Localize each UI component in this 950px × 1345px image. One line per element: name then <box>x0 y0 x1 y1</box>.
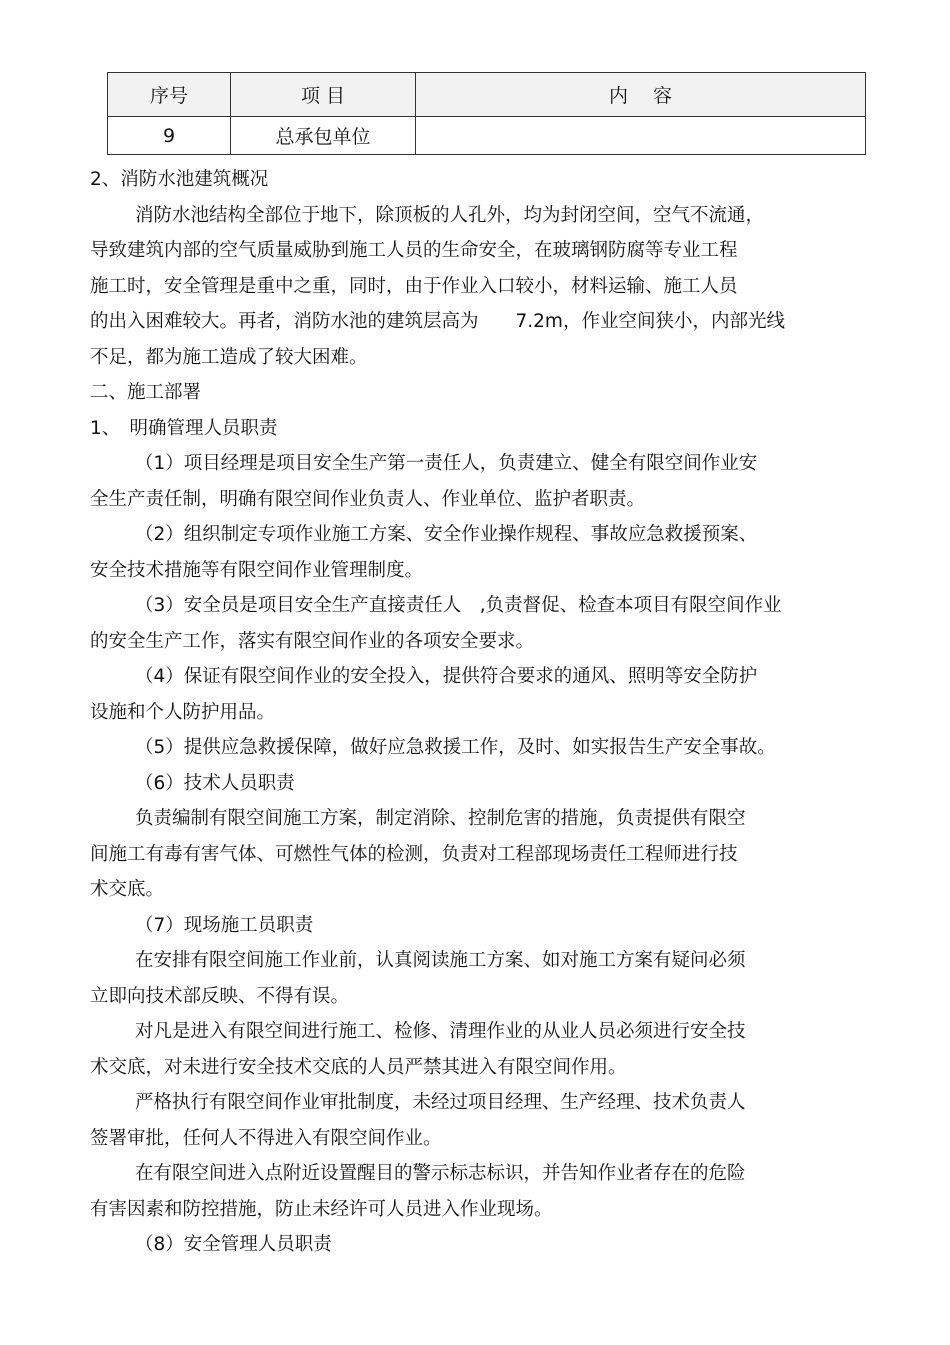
text-line: （4）保证有限空间作业的安全投入，提供符合要求的通风、照明等安全防护 <box>135 666 758 687</box>
text-line: 术交底。 <box>90 879 165 900</box>
text-line: 严格执行有限空间作业审批制度，未经过项目经理、生产经理、技术负责人 <box>135 1092 746 1113</box>
text-line: 消防水池结构全部位于地下，除顶板的人孔外，均为封闭空间，空气不流通， <box>135 204 765 226</box>
text-line: 二、施工部署 <box>90 382 202 403</box>
text-line: 术交底，对未进行安全技术交底的人员严禁其进入有限空间作用。 <box>90 1056 627 1078</box>
text-line: 施工时，安全管理是重中之重，同时，由于作业入口较小，材料运输、施工人员 <box>90 275 738 297</box>
text-line: （6）技术人员职责 <box>135 772 295 794</box>
text-line: 导致建筑内部的空气质量威胁到施工人员的生命安全，在玻璃钢防腐等专业工程 <box>90 240 738 261</box>
text-line: 有害因素和防控措施，防止未经许可人员进入作业现场。 <box>90 1198 553 1220</box>
info-table <box>107 72 866 155</box>
text-line: 2、消防水池建筑概况 <box>90 169 269 190</box>
text-line: 签署审批，任何人不得进入有限空间作业。 <box>90 1127 442 1149</box>
cell-content <box>416 117 866 155</box>
cell-item: 总承包单位 <box>231 117 416 155</box>
text-line: 对凡是进入有限空间进行施工、检修、清理作业的从业人员必须进行安全技 <box>135 1021 746 1042</box>
cell-seq: 9 <box>108 117 231 155</box>
text-line: 的安全生产工作，落实有限空间作业的各项安全要求。 <box>90 630 535 652</box>
table-row <box>108 117 866 155</box>
text-line: 不足，都为施工造成了较大困难。 <box>90 346 368 368</box>
text-line: （8）安全管理人员职责 <box>135 1234 332 1255</box>
text-line: （5）提供应急救援保障，做好应急救援工作，及时、如实报告生产安全事故。 <box>135 737 776 758</box>
header-item: 项 目 <box>231 73 416 117</box>
text-line: 在有限空间进入点附近设置醒目的警示标志标识，并告知作业者存在的危险 <box>135 1163 746 1184</box>
text-line: 的出入困难较大。再者，消防水池的建筑层高为 7.2m，作业空间狭小，内部光线 <box>90 311 785 332</box>
text-line: 1、 明确管理人员职责 <box>90 417 278 439</box>
text-line: 安全技术措施等有限空间作业管理制度。 <box>90 559 424 581</box>
table-header-row <box>108 73 866 117</box>
text-line: 间施工有毒有害气体、可燃性气体的检测，负责对工程部现场责任工程师进行技 <box>90 843 738 865</box>
text-line: 设施和个人防护用品。 <box>90 701 276 723</box>
text-line: （2）组织制定专项作业施工方案、安全作业操作规程、事故应急救援预案、 <box>135 524 758 545</box>
text-line: 全生产责任制，明确有限空间作业负责人、作业单位、监护者职责。 <box>90 488 646 510</box>
text-line: 在安排有限空间施工作业前，认真阅读施工方案、如对施工方案有疑问必须 <box>135 950 746 971</box>
text-line: （3）安全员是项目安全生产直接责任人 ,负责督促、检查本项目有限空间作业 <box>135 595 782 616</box>
text-line: （7）现场施工员职责 <box>135 914 314 936</box>
text-line: 负责编制有限空间施工方案，制定消除、控制危害的措施，负责提供有限空 <box>135 808 746 829</box>
header-content: 内 容 <box>416 73 866 117</box>
text-line: （1）项目经理是项目安全生产第一责任人，负责建立、健全有限空间作业安 <box>135 453 758 474</box>
text-line: 立即向技术部反映、不得有误。 <box>90 985 350 1007</box>
body-text <box>90 162 870 1263</box>
header-seq: 序号 <box>108 73 231 117</box>
